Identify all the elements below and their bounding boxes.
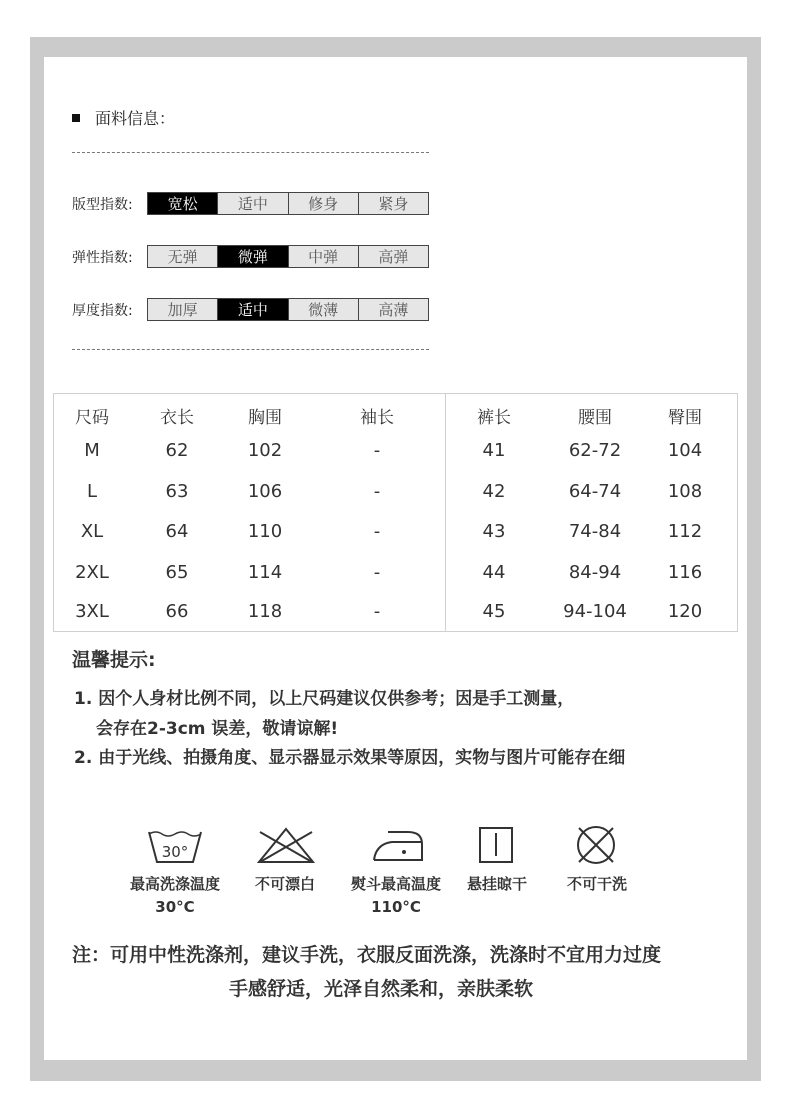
size-table-cell: 62: [165, 440, 189, 461]
care-label-dry-clean: 不可干洗: [566, 875, 628, 893]
iron-icon: [370, 826, 426, 864]
size-label: L: [86, 481, 98, 502]
size-label: 3XL: [75, 601, 109, 622]
tip-line-1: 1. 因个人身材比例不同，以上尺码建议仅供参考；因是手工测量，: [74, 689, 575, 709]
size-table-cell: -: [373, 481, 381, 502]
size-table-cell: -: [373, 562, 381, 583]
wash-30-icon: [146, 828, 204, 866]
elasticity-option: 中弹: [289, 246, 359, 267]
size-table-header: 尺码: [75, 408, 109, 428]
thickness-option: 高薄: [359, 299, 428, 320]
size-table-cell: 94-104: [563, 601, 627, 622]
size-table-header: 裤长: [477, 408, 511, 428]
size-table-cell: 108: [667, 481, 703, 502]
thickness-option: 加厚: [148, 299, 218, 320]
fit-index-scale: [147, 192, 429, 215]
size-table-cell: -: [373, 521, 381, 542]
size-table-cell: 106: [247, 481, 283, 502]
no-bleach-icon: [256, 826, 316, 866]
size-table-cell: 66: [165, 601, 189, 622]
tip-line-1b: 会存在2-3cm 误差，敬请谅解!: [96, 719, 339, 739]
bullet-square-icon: [72, 114, 80, 122]
size-table-cell: 44: [482, 562, 506, 583]
size-table-cell: 110: [247, 521, 283, 542]
size-table-header: 胸围: [248, 408, 282, 428]
care-label-wash: 最高洗涤温度: [129, 875, 221, 893]
size-table: [53, 393, 738, 632]
size-table-cell: 41: [482, 440, 506, 461]
size-table-header: 腰围: [578, 408, 612, 428]
size-table-header: 袖长: [360, 408, 394, 428]
size-label: 2XL: [75, 562, 109, 583]
size-table-cell: 64: [165, 521, 189, 542]
thickness-option: 适中: [218, 299, 288, 320]
fit-index-label: 版型指数:: [72, 197, 133, 213]
size-table-cell: 120: [667, 601, 703, 622]
thickness-index-scale: [147, 298, 429, 321]
thickness-option: 微薄: [289, 299, 359, 320]
divider-top: [72, 152, 429, 153]
elasticity-option: 微弹: [218, 246, 288, 267]
size-table-cell: 45: [482, 601, 506, 622]
fabric-info-title: 面料信息：: [95, 109, 176, 128]
size-table-cell: -: [373, 440, 381, 461]
care-label-bleach: 不可漂白: [254, 875, 316, 893]
size-table-cell: 102: [247, 440, 283, 461]
fit-option: 紧身: [359, 193, 428, 214]
size-table-header: 臀围: [668, 408, 702, 428]
fit-option: 适中: [218, 193, 288, 214]
size-table-cell: 64-74: [568, 481, 622, 502]
size-table-cell: 63: [165, 481, 189, 502]
no-dry-clean-icon: [574, 824, 618, 866]
elasticity-index-label: 弹性指数:: [72, 250, 133, 266]
size-table-cell: 42: [482, 481, 506, 502]
size-table-cell: 104: [667, 440, 703, 461]
size-table-header: 衣长: [160, 408, 194, 428]
size-table-cell: 43: [482, 521, 506, 542]
fit-option: 宽松: [148, 193, 218, 214]
size-table-cell: 84-94: [568, 562, 622, 583]
care-note-line-2: 手感舒适，光泽自然柔和，亲肤柔软: [229, 978, 534, 1000]
wash-temp-symbol: 30°: [161, 843, 189, 861]
size-label: M: [84, 440, 100, 461]
size-table-cell: 116: [667, 562, 703, 583]
care-note-line-1: 注：可用中性洗涤剂，建议手洗，衣服反面洗涤，洗涤时不宜用力过度: [72, 944, 662, 966]
hang-dry-icon: [478, 826, 514, 864]
size-table-cell: 112: [667, 521, 703, 542]
elasticity-option: 高弹: [359, 246, 428, 267]
size-table-cell: 114: [247, 562, 283, 583]
divider-bottom: [72, 349, 429, 350]
size-table-cell: -: [373, 601, 381, 622]
size-table-cell: 62-72: [568, 440, 622, 461]
care-sub-iron: 110°C: [371, 898, 421, 916]
elasticity-index-scale: [147, 245, 429, 268]
size-table-divider: [445, 393, 446, 632]
tips-title: 温馨提示:: [72, 649, 156, 671]
care-sub-wash: 30°C: [155, 898, 195, 916]
size-table-cell: 74-84: [568, 521, 622, 542]
fit-option: 修身: [289, 193, 359, 214]
size-table-cell: 65: [165, 562, 189, 583]
care-label-iron: 熨斗最高温度: [350, 875, 442, 893]
tip-line-2: 2. 由于光线、拍摄角度、显示器显示效果等原因，实物与图片可能存在细: [74, 748, 626, 768]
size-label: XL: [80, 521, 104, 542]
elasticity-option: 无弹: [148, 246, 218, 267]
care-label-hang: 悬挂晾干: [466, 875, 528, 893]
thickness-index-label: 厚度指数:: [72, 303, 133, 319]
size-table-cell: 118: [247, 601, 283, 622]
